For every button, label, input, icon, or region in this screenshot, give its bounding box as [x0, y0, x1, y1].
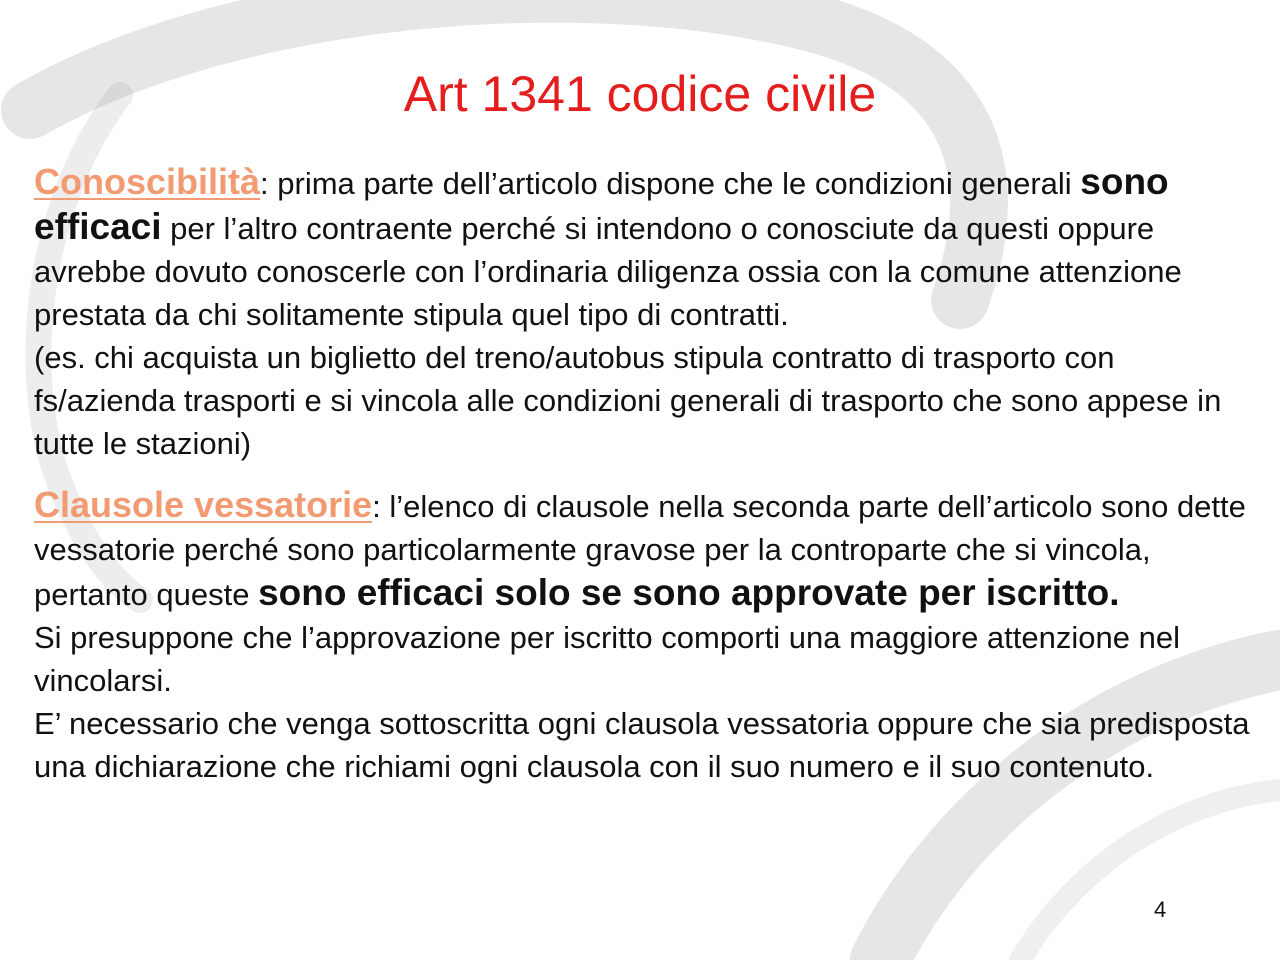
- keyword-clausole-vessatorie: Clausole vessatorie: [34, 484, 373, 525]
- keyword-conoscibilita: Conoscibilità: [34, 161, 261, 202]
- paragraph-conoscibilita: [34, 160, 1252, 465]
- section2-emphasis: sono efficaci solo se sono approvate per iscritto.: [258, 572, 1120, 613]
- slide-title: Art 1341 codice civile: [403, 66, 877, 122]
- section1-emphasis: sono efficaci: [34, 161, 1169, 247]
- paragraph-clausole-vessatorie: [34, 483, 1252, 788]
- section1-text-b: per l’altro contraente perché si intendono o conosciute da questi oppure avrebbe dovuto conoscerle con l’ordinaria diligenza ossia con la comune attenzione prestata da chi solitamente stipula quel tipo di contratti.: [34, 211, 1182, 332]
- section2-line-1: Si presuppone che l’approvazione per iscritto comporti una maggiore attenzione nel vincolarsi.: [34, 620, 1180, 698]
- slide-body: [34, 160, 1252, 788]
- section1-text-a: : prima parte dell’articolo dispone che le condizioni generali: [260, 166, 1081, 201]
- page-number: 4: [1154, 897, 1167, 922]
- section2-text-a: : l’elenco di clausole nella seconda parte dell’articolo sono dette vessatorie perché sono particolarmente gravose per la controparte che si vincola, pertanto queste: [34, 489, 1246, 612]
- section1-example: (es. chi acquista un biglietto del treno/autobus stipula contratto di trasporto con fs/azienda trasporti e si vincola alle condizioni generali di trasporto che sono appese in tutte le stazioni): [34, 340, 1222, 461]
- swirl-bottom-right-thin: [1020, 790, 1280, 960]
- section2-line-2: E’ necessario che venga sottoscritta ogni clausola vessatoria oppure che sia predisposta una dichiarazione che richiami ogni clausola con il suo numero e il suo contenuto.: [34, 706, 1250, 784]
